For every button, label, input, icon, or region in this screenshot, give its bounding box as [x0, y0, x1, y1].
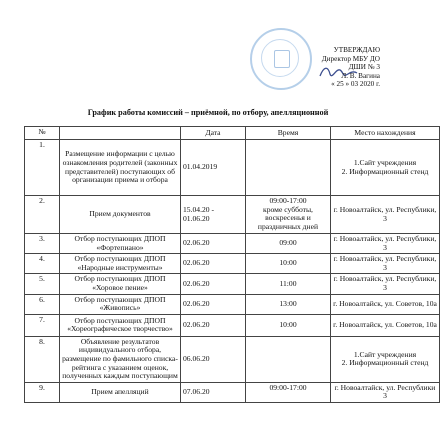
approve-position-2: ДШИ № 3 — [348, 63, 380, 72]
header-date: Дата — [181, 127, 246, 140]
row-time: 09:00-17:00 — [246, 382, 331, 402]
row-event: Отбор поступающих ДПОП «Хоровое пение» — [60, 274, 181, 294]
row-date: 07.06.20 — [181, 382, 246, 402]
row-date: 02.06.20 — [181, 314, 246, 336]
row-time: 09:00-17:00 кроме субботы, воскресенья и праздничных дней — [246, 196, 331, 234]
row-place: 1.Сайт учреждения 2. Информационный стенд — [331, 336, 440, 382]
row-number: 6. — [25, 294, 60, 314]
row-event: Отбор поступающих ДПОП «Живопись» — [60, 294, 181, 314]
approve-position-1: Директор МБУ ДО — [321, 54, 380, 63]
table-header-row — [25, 127, 440, 140]
row-date: 02.06.20 — [181, 234, 246, 254]
row-event: Прием документов — [60, 196, 181, 234]
row-number: 7. — [25, 314, 60, 336]
row-number: 5. — [25, 274, 60, 294]
row-time: 09:00 — [246, 234, 331, 254]
row-time: 11:00 — [246, 274, 331, 294]
row-number: 8. — [25, 336, 60, 382]
row-place: г. Новоалтайск, ул. Республики, 3 — [331, 254, 440, 274]
row-number: 2. — [25, 196, 60, 234]
row-time — [246, 140, 331, 196]
approve-name: Л. В. Вагина — [341, 71, 380, 80]
row-place: г. Новоалтайск, ул. Советов, 10а — [331, 314, 440, 336]
header-place: Место нахождения — [331, 127, 440, 140]
row-number: 9. — [25, 382, 60, 402]
table-row — [25, 274, 440, 294]
row-place: г. Новоалтайск, ул. Республики 3 — [331, 382, 440, 402]
table-row — [25, 382, 440, 402]
approve-heading: УТВЕРЖДАЮ — [333, 46, 380, 54]
document-title: График работы комиссий – приёмной, по отбору, апелляционной — [87, 108, 329, 117]
approve-date: « 25 » 03 2020 г. — [331, 80, 380, 89]
table-row — [25, 196, 440, 234]
table-row — [25, 314, 440, 336]
row-date: 02.06.20 — [181, 254, 246, 274]
row-event: Прием апелляций — [60, 382, 181, 402]
row-event: Отбор поступающих ДПОП «Фортепиано» — [60, 234, 181, 254]
row-date: 01.04.2019 — [181, 140, 246, 196]
header-event — [60, 127, 181, 140]
row-date: 15.04.20 - 01.06.20 — [181, 196, 246, 234]
row-date: 06.06.20 — [181, 336, 246, 382]
row-number: 4. — [25, 254, 60, 274]
row-number: 1. — [25, 140, 60, 196]
table-row — [25, 254, 440, 274]
row-event: Отбор поступающих ДПОП «Народные инструменты» — [60, 254, 181, 274]
row-place: г. Новоалтайск, ул. Республики, 3 — [331, 234, 440, 254]
row-time: 13:00 — [246, 294, 331, 314]
row-event: Объявление результатов индивидуального отбора, размещение по фамильного списка-рейтинга с указанием оценок, полученных каждым поступающим — [60, 336, 181, 382]
row-event: Отбор поступающих ДПОП «Хореографическое творчество» — [60, 314, 181, 336]
row-date: 02.06.20 — [181, 274, 246, 294]
row-time: 10:00 — [246, 314, 331, 336]
row-place: г. Новоалтайск, ул. Республики, 3 — [331, 274, 440, 294]
row-place: г. Новоалтайск, ул. Советов, 10а — [331, 294, 440, 314]
schedule-table — [24, 126, 440, 403]
row-time — [246, 336, 331, 382]
table-row — [25, 234, 440, 254]
row-time: 10:00 — [246, 254, 331, 274]
row-date: 02.06.20 — [181, 294, 246, 314]
row-event: Размещение информации с целью ознакомления родителей (законных представителей) поступающих об организации приема и отбора — [60, 140, 181, 196]
header-num: № — [25, 127, 60, 140]
approval-block — [270, 46, 380, 89]
table-row — [25, 140, 440, 196]
table-row — [25, 336, 440, 382]
row-place: г. Новоалтайск, ул. Республики, 3 — [331, 196, 440, 234]
row-place: 1.Сайт учреждения 2. Информационный стенд — [331, 140, 440, 196]
row-number: 3. — [25, 234, 60, 254]
header-time: Время — [246, 127, 331, 140]
table-row — [25, 294, 440, 314]
